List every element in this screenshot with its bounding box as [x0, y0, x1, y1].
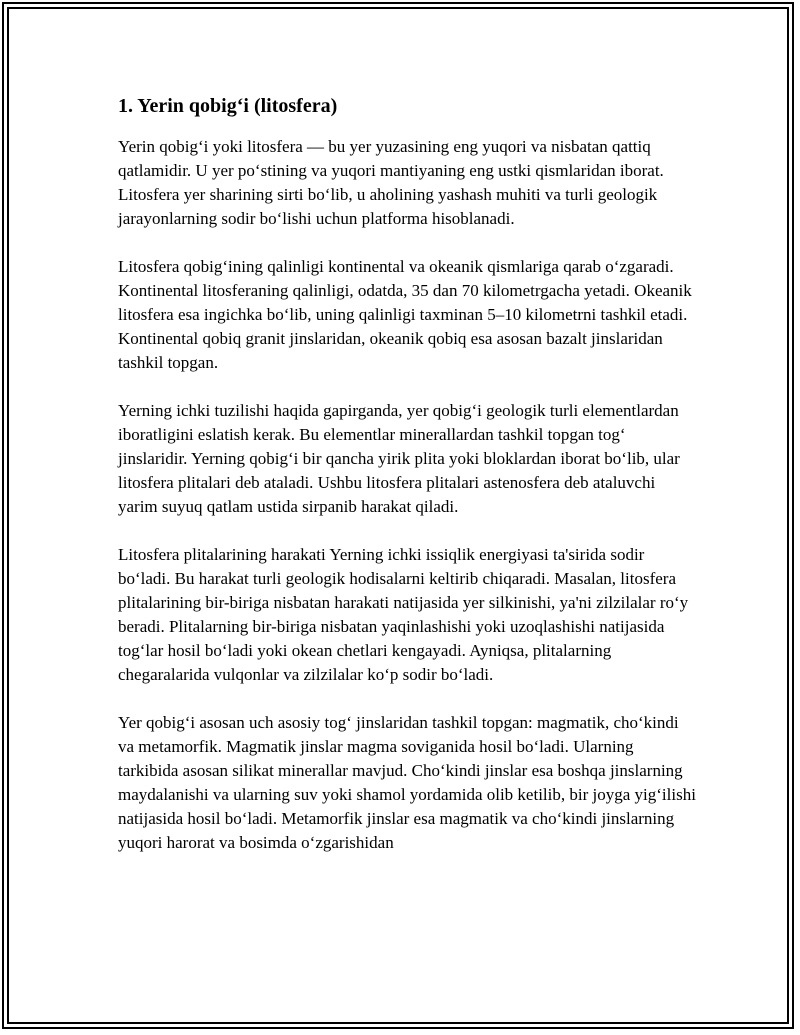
document-body	[118, 93, 698, 879]
section-heading: 1. Yerin qobig‘i (litosfera)	[118, 95, 338, 117]
paragraph-3: Yerning ichki tuzilishi haqida gapirganda, yer qobig‘i geologik turli elementlardan iboratligini eslatish kerak. Bu elementlar minerallardan tashkil topgan tog‘ jinslaridir. Yerning qobig‘i bir qancha yirik plita yoki bloklardan iborat bo‘lib, ular litosfera plitalari deb ataladi. Ushbu litosfera plitalari astenosfera deb ataluvchi yarim suyuq qatlam ustida sirpanib harakat qiladi.	[118, 401, 680, 516]
paragraph-2: Litosfera qobig‘ining qalinligi kontinental va okeanik qismlariga qarab o‘zgaradi. Kontinental litosferaning qalinligi, odatda, 35 dan 70 kilometrgacha yetadi. Okeanik litosfera esa ingichka bo‘lib, uning qalinligi taxminan 5–10 kilometrni tashkil etadi. Kontinental qobiq granit jinslaridan, okeanik qobiq esa asosan bazalt jinslaridan tashkil topgan.	[118, 257, 692, 372]
paragraph-4: Litosfera plitalarining harakati Yerning ichki issiqlik energiyasi ta'sirida sodir bo‘ladi. Bu harakat turli geologik hodisalarni keltirib chiqaradi. Masalan, litosfera plitalarining bir-biriga nisbatan harakati natijasida yer silkinishi, ya'ni zilzilalar ro‘y beradi. Plitalarning bir-biriga nisbatan yaqinlashishi yoki uzoqlashishi natijasida tog‘lar hosil bo‘ladi yoki okean chetlari kengayadi. Ayniqsa, plitalarning chegaralarida vulqonlar va zilzilalar ko‘p sodir bo‘ladi.	[118, 545, 689, 684]
paragraph-5: Yer qobig‘i asosan uch asosiy tog‘ jinslaridan tashkil topgan: magmatik, cho‘kindi va metamorfik. Magmatik jinslar magma soviganida hosil bo‘ladi. Ularning tarkibida asosan silikat minerallar mavjud. Cho‘kindi jinslar esa boshqa jinslarning maydalanishi va ularning suv yoki shamol yordamida olib ketilib, bir joyga yig‘ilishi natijasida hosil bo‘ladi. Metamorfik jinslar esa magmatik va cho‘kindi jinslarning yuqori harorat va bosimda o‘zgarishidan	[118, 713, 696, 852]
paragraph-1: Yerin qobig‘i yoki litosfera — bu yer yuzasining eng yuqori va nisbatan qattiq qatlamidir. U yer po‘stining va yuqori mantiyaning eng ustki qismlaridan iborat. Litosfera yer sharining sirti bo‘lib, u aholining yashash muhiti va turli geologik jarayonlarning sodir bo‘lishi uchun platforma hisoblanadi.	[118, 137, 664, 228]
